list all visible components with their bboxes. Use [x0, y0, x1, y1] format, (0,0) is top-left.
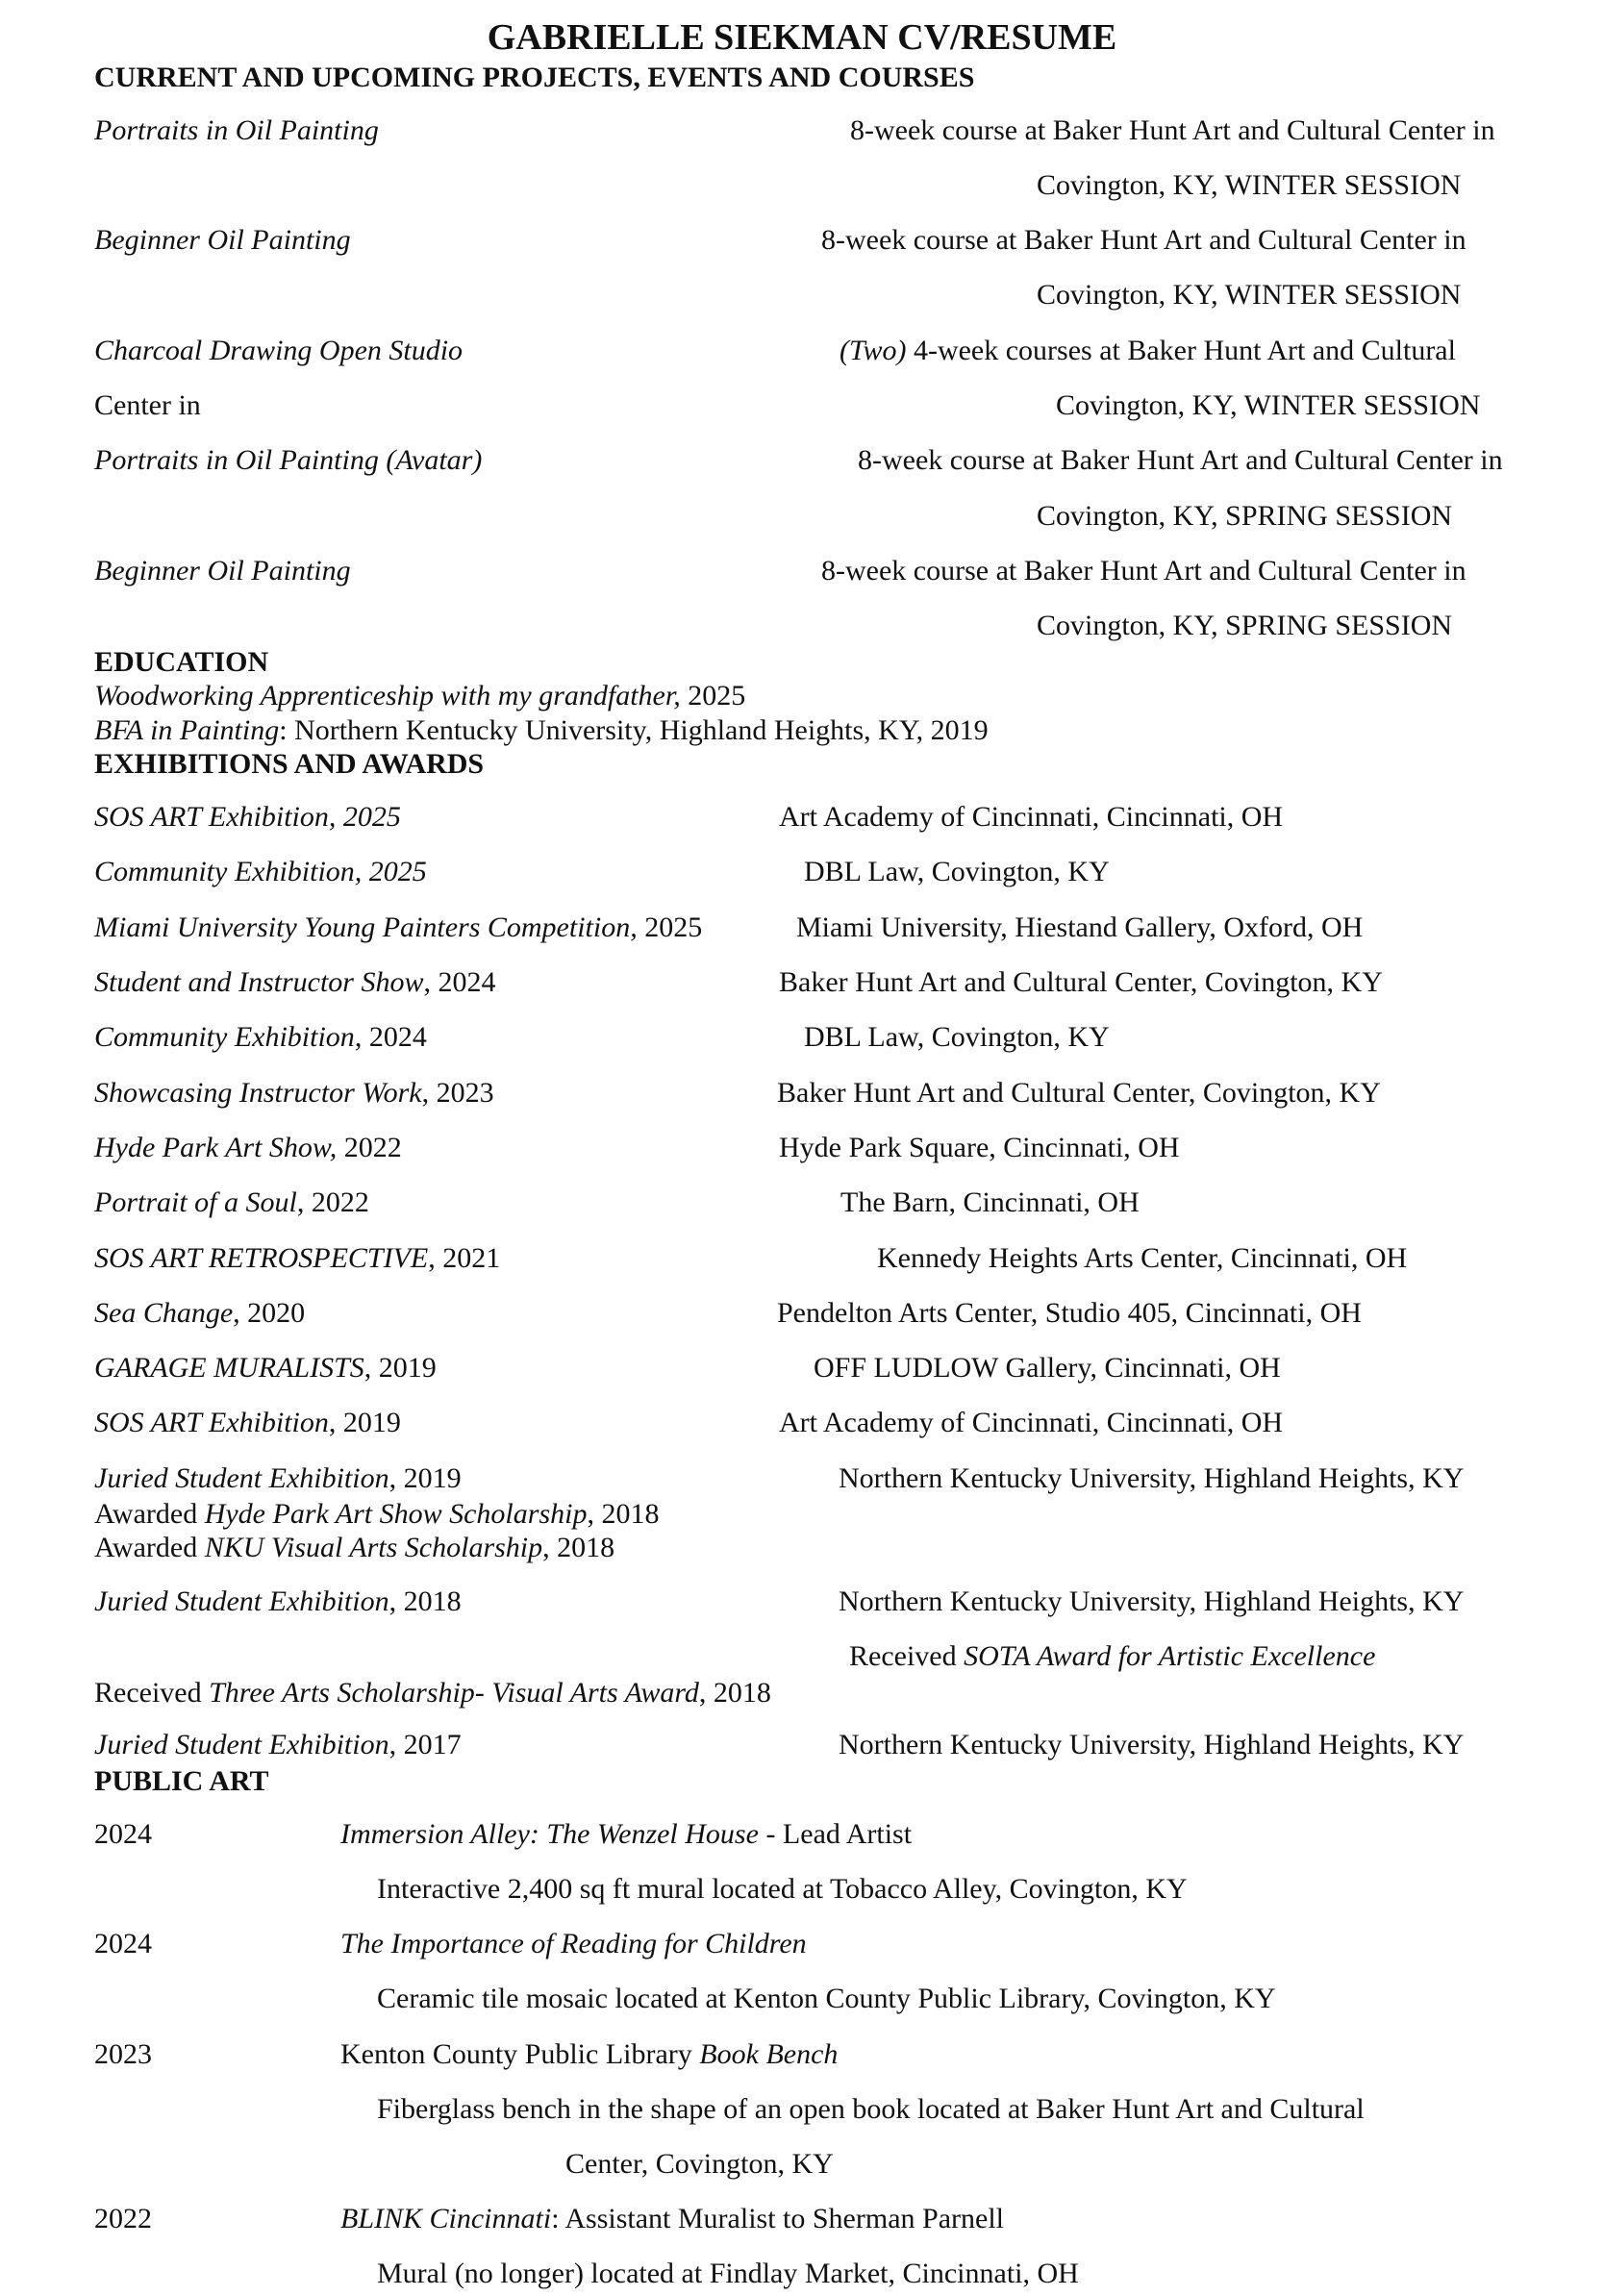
award-item: Received Three Arts Scholarship- Visual Arts Award, 2018: [94, 1677, 771, 1709]
exhibition-venue: Northern Kentucky University, Highland Heights, KY: [839, 1729, 1465, 1760]
course-desc: 8-week course at Baker Hunt Art and Cultural Center in: [821, 555, 1466, 586]
course-desc-cont: Covington, KY, WINTER SESSION: [1056, 389, 1481, 421]
exhibition-venue: Art Academy of Cincinnati, Cincinnati, OH: [779, 1407, 1284, 1438]
exhibition-title: GARAGE MURALISTS, 2019: [94, 1352, 437, 1384]
page-title: GABRIELLE SIEKMAN CV/RESUME: [487, 17, 1117, 58]
exhibition-venue: Northern Kentucky University, Highland Heights, KY: [839, 1462, 1465, 1494]
exhibition-title: Showcasing Instructor Work, 2023: [94, 1077, 494, 1109]
public-art-title: Immersion Alley: The Wenzel House - Lead Artist: [340, 1818, 913, 1850]
award-item: Awarded NKU Visual Arts Scholarship, 2018: [94, 1532, 615, 1563]
course-name: Portraits in Oil Painting (Avatar): [94, 444, 483, 476]
public-art-year: 2022: [94, 2203, 152, 2234]
course-desc-cont: Covington, KY, WINTER SESSION: [1037, 169, 1462, 201]
course-desc-cont: Covington, KY, WINTER SESSION: [1037, 279, 1462, 311]
exhibition-venue: Pendelton Arts Center, Studio 405, Cincinnati, OH: [777, 1297, 1362, 1329]
course-desc-cont: Covington, KY, SPRING SESSION: [1037, 500, 1453, 532]
public-art-desc: Fiberglass bench in the shape of an open book located at Baker Hunt Art and Cultural: [377, 2093, 1365, 2125]
exhibition-venue: Miami University, Hiestand Gallery, Oxford, OH: [796, 911, 1364, 943]
section-heading-current: CURRENT AND UPCOMING PROJECTS, EVENTS AND COURSES: [94, 62, 975, 93]
public-art-year: 2024: [94, 1818, 152, 1850]
education-item: Woodworking Apprenticeship with my grandfather, 2025: [94, 680, 746, 711]
public-art-title: The Importance of Reading for Children: [340, 1928, 807, 1959]
exhibition-venue: Art Academy of Cincinnati, Cincinnati, OH: [779, 801, 1284, 833]
course-name: Beginner Oil Painting: [94, 555, 351, 586]
exhibition-venue: DBL Law, Covington, KY: [804, 856, 1110, 887]
exhibition-venue: The Barn, Cincinnati, OH: [840, 1186, 1140, 1218]
exhibition-title: Community Exhibition, 2025: [94, 856, 427, 887]
public-art-year: 2023: [94, 2038, 152, 2070]
education-item: BFA in Painting: Northern Kentucky University, Highland Heights, KY, 2019: [94, 714, 989, 746]
exhibition-venue: Baker Hunt Art and Cultural Center, Covington, KY: [779, 966, 1383, 998]
exhibition-title: Student and Instructor Show, 2024: [94, 966, 496, 998]
public-art-title: BLINK Cincinnati: Assistant Muralist to Sherman Parnell: [340, 2203, 1004, 2234]
exhibition-title: SOS ART Exhibition, 2019: [94, 1407, 401, 1438]
exhibition-title: Miami University Young Painters Competition, 2025: [94, 911, 703, 943]
course-desc: (Two) 4-week courses at Baker Hunt Art and Cultural: [840, 335, 1456, 366]
section-heading-education: EDUCATION: [94, 646, 269, 678]
public-art-year: 2024: [94, 1928, 152, 1959]
exhibition-title: Community Exhibition, 2024: [94, 1021, 427, 1053]
course-desc: 8-week course at Baker Hunt Art and Cultural Center in: [858, 444, 1503, 476]
public-art-desc: Ceramic tile mosaic located at Kenton County Public Library, Covington, KY: [377, 1983, 1276, 2014]
course-name: Charcoal Drawing Open Studio: [94, 335, 464, 366]
exhibition-venue: Kennedy Heights Arts Center, Cincinnati, OH: [877, 1242, 1408, 1274]
course-name: Portraits in Oil Painting: [94, 114, 379, 146]
public-art-desc: Mural (no longer) located at Findlay Market, Cincinnati, OH: [377, 2258, 1079, 2289]
course-desc-wrap: Center in: [94, 389, 201, 421]
section-heading-exhibitions: EXHIBITIONS AND AWARDS: [94, 748, 485, 780]
exhibition-title: Portrait of a Soul, 2022: [94, 1186, 369, 1218]
exhibition-venue: OFF LUDLOW Gallery, Cincinnati, OH: [814, 1352, 1281, 1384]
exhibition-title: SOS ART Exhibition, 2025: [94, 801, 401, 833]
exhibition-title: Hyde Park Art Show, 2022: [94, 1132, 402, 1163]
exhibition-venue: Northern Kentucky University, Highland Heights, KY: [839, 1585, 1465, 1617]
public-art-desc-cont: Center, Covington, KY: [565, 2148, 834, 2180]
exhibition-title: Juried Student Exhibition, 2019: [94, 1462, 462, 1494]
exhibition-title: SOS ART RETROSPECTIVE, 2021: [94, 1242, 501, 1274]
course-desc: 8-week course at Baker Hunt Art and Cultural Center in: [821, 224, 1466, 256]
course-name: Beginner Oil Painting: [94, 224, 351, 256]
exhibition-venue: Baker Hunt Art and Cultural Center, Covington, KY: [777, 1077, 1381, 1109]
section-heading-public-art: PUBLIC ART: [94, 1765, 269, 1797]
award-item: Awarded Hyde Park Art Show Scholarship, 2018: [94, 1498, 660, 1530]
exhibition-venue: DBL Law, Covington, KY: [804, 1021, 1110, 1053]
public-art-desc: Interactive 2,400 sq ft mural located at Tobacco Alley, Covington, KY: [377, 1873, 1188, 1905]
course-desc-cont: Covington, KY, SPRING SESSION: [1037, 610, 1453, 641]
exhibition-venue: Hyde Park Square, Cincinnati, OH: [779, 1132, 1180, 1163]
public-art-title: Kenton County Public Library Book Bench: [340, 2038, 839, 2070]
exhibition-title: Juried Student Exhibition, 2017: [94, 1729, 462, 1760]
exhibition-title: Sea Change, 2020: [94, 1297, 306, 1329]
award-item: Received SOTA Award for Artistic Excellence: [849, 1640, 1376, 1672]
exhibition-title: Juried Student Exhibition, 2018: [94, 1585, 462, 1617]
course-desc: 8-week course at Baker Hunt Art and Cultural Center in: [850, 114, 1495, 146]
